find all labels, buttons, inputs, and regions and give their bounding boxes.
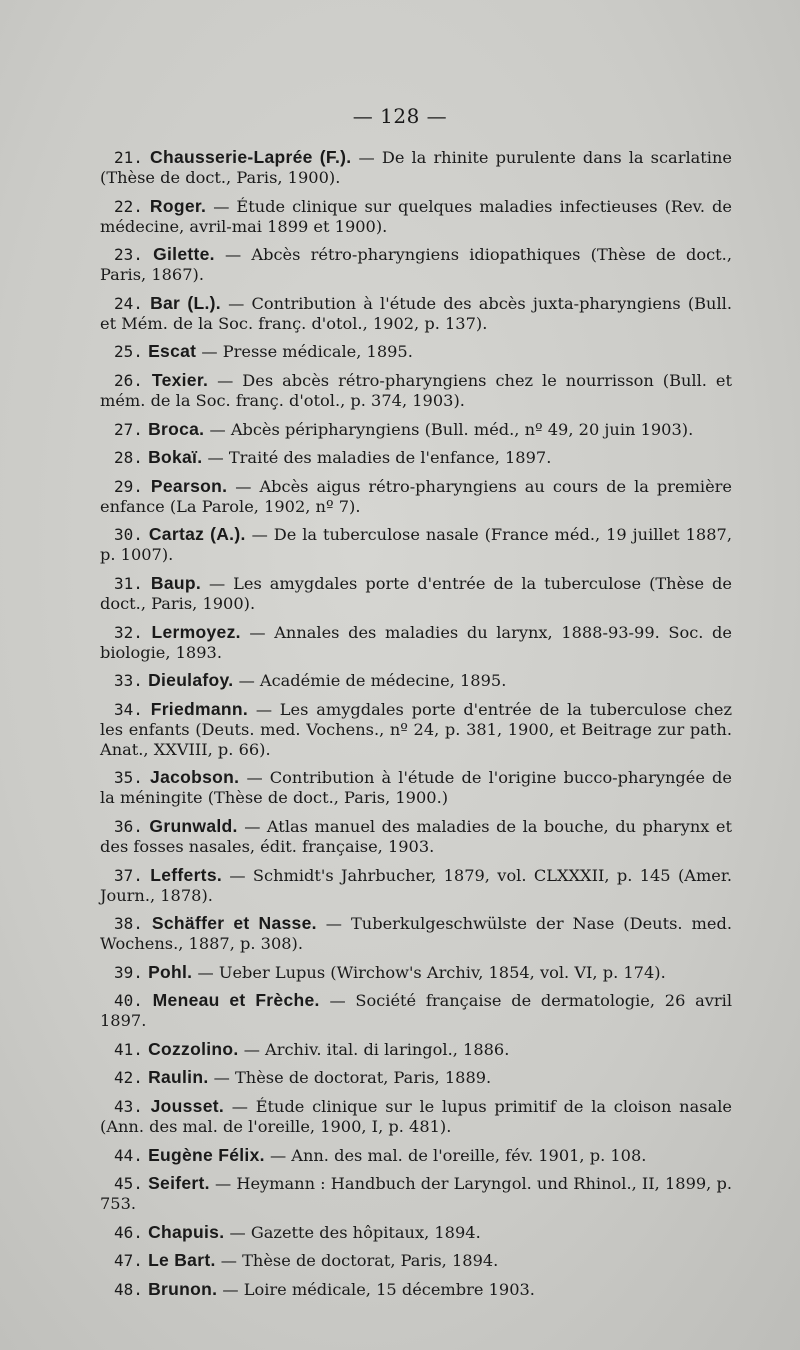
bibliography-entry bbox=[100, 573, 732, 614]
entry-text: — Schmidt's Jahrbucher, 1879, vol. CLXXXII, p. 145 (Amer. Journ., 1878). bbox=[100, 865, 732, 905]
bibliography-entry bbox=[100, 1279, 732, 1300]
entry-text: — Ann. des mal. de l'oreille, fév. 1901, p. 108. bbox=[269, 1145, 647, 1165]
bibliography-entry bbox=[100, 1222, 732, 1243]
entry-number: 41. bbox=[114, 1039, 143, 1059]
entry-number: 35. bbox=[114, 768, 143, 788]
bibliography-entry bbox=[100, 244, 732, 285]
bibliography-entry bbox=[100, 913, 732, 954]
bibliography-entry bbox=[100, 370, 732, 411]
entry-number: 34. bbox=[114, 699, 143, 719]
bibliography-entry bbox=[100, 1145, 732, 1166]
entry-author: Seifert. bbox=[148, 1173, 210, 1194]
entry-text: — Abcès aigus rétro-pharyngiens au cours de la première enfance (La Parole, 1902, nº 7). bbox=[100, 476, 733, 516]
entry-author: Lefferts. bbox=[150, 864, 223, 885]
entry-number: 44. bbox=[114, 1145, 143, 1165]
entry-text: — Étude clinique sur le lupus primitif de la cloison nasale (Ann. des mal. de l'oreille, 1900, I, p. 481). bbox=[100, 1097, 732, 1137]
bibliography-entry bbox=[100, 1096, 732, 1137]
entry-number: 29. bbox=[114, 476, 143, 496]
entry-number: 21. bbox=[114, 148, 143, 167]
bibliography-entry bbox=[100, 622, 732, 663]
entry-author: Cartaz (A.). bbox=[148, 524, 246, 545]
entry-author: Schäffer et Nasse. bbox=[151, 913, 317, 934]
entry-text: — Heymann : Handbuch der Laryngol. und Rhinol., II, 1899, p. 753. bbox=[100, 1174, 732, 1214]
entry-author: Baup. bbox=[150, 572, 202, 593]
entry-number: 32. bbox=[114, 622, 143, 642]
entry-text: — Traité des maladies de l'enfance, 1897. bbox=[207, 448, 552, 468]
bibliography-entry bbox=[100, 1173, 732, 1214]
entry-author: Gilette. bbox=[153, 244, 215, 265]
bibliography-entry bbox=[100, 341, 732, 362]
entry-number: 43. bbox=[114, 1097, 143, 1117]
bibliography-entry bbox=[100, 767, 732, 808]
entry-author: Eugène Félix. bbox=[148, 1144, 265, 1165]
entry-number: 30. bbox=[114, 525, 143, 545]
entry-author: Le Bart. bbox=[148, 1250, 216, 1271]
entry-author: Lermoyez. bbox=[151, 621, 241, 642]
entry-number: 40. bbox=[114, 991, 143, 1011]
entry-text: — Thèse de doctorat, Paris, 1889. bbox=[213, 1068, 492, 1088]
entry-author: Bar (L.). bbox=[150, 292, 221, 313]
entry-author: Jacobson. bbox=[150, 767, 240, 788]
entry-author: Chausserie-Laprée (F.). bbox=[150, 147, 352, 167]
entry-text: — Contribution à l'étude des abcès juxta-pharyngiens (Bull. et Mém. de la Soc. franç. d'otol., 1902, p. 137). bbox=[100, 293, 732, 333]
entry-text: — Gazette des hôpitaux, 1894. bbox=[229, 1222, 481, 1242]
entry-text: — Académie de médecine, 1895. bbox=[238, 671, 507, 691]
entry-author: Pearson. bbox=[150, 475, 228, 496]
entry-author: Friedmann. bbox=[150, 698, 249, 719]
entry-text: — Des abcès rétro-pharyngiens chez le nourrisson (Bull. et mém. de la Soc. franç. d'otol., p. 374, 1903). bbox=[100, 370, 732, 410]
entry-author: Escat bbox=[148, 341, 197, 362]
entry-text: — De la rhinite purulente dans la scarlatine (Thèse de doct., Paris, 1900). bbox=[100, 148, 732, 187]
entry-number: 38. bbox=[114, 914, 143, 934]
entry-author: Chapuis. bbox=[148, 1221, 225, 1242]
entry-text: — Atlas manuel des maladies de la bouche, du pharynx et des fosses nasales, édit. française, 1903. bbox=[100, 816, 732, 856]
bibliography-entry bbox=[100, 524, 732, 565]
entry-number: 33. bbox=[114, 671, 143, 691]
bibliography-entry bbox=[100, 816, 732, 857]
entry-number: 48. bbox=[114, 1280, 143, 1300]
entry-text: — Société française de dermatologie, 26 avril 1897. bbox=[100, 991, 733, 1031]
entry-text: — Étude clinique sur quelques maladies infectieuses (Rev. de médecine, avril-mai 1899 et 1900). bbox=[100, 196, 732, 236]
entry-number: 24. bbox=[114, 293, 143, 313]
page-number: — 128 — bbox=[352, 104, 448, 128]
bibliography-entry bbox=[100, 990, 732, 1031]
entry-author: Broca. bbox=[148, 418, 205, 439]
entry-text: — Abcès rétro-pharyngiens idiopathiques (Thèse de doct., Paris, 1867). bbox=[100, 245, 732, 285]
entry-author: Dieulafoy. bbox=[148, 670, 234, 691]
bibliography-entry bbox=[100, 476, 732, 517]
entry-author: Pohl. bbox=[148, 961, 193, 982]
bibliography-entry bbox=[100, 196, 732, 237]
entry-number: 45. bbox=[114, 1174, 143, 1194]
bibliography-entry bbox=[100, 670, 732, 691]
entry-number: 31. bbox=[114, 573, 143, 593]
entry-author: Meneau et Frèche. bbox=[152, 990, 320, 1011]
entry-author: Jousset. bbox=[150, 1096, 225, 1117]
entry-text: — De la tuberculose nasale (France méd., 19 juillet 1887, p. 1007). bbox=[100, 525, 732, 565]
entry-number: 27. bbox=[114, 419, 143, 439]
bibliography-entry bbox=[100, 1067, 732, 1088]
entry-number: 23. bbox=[114, 245, 143, 265]
entry-author: Roger. bbox=[149, 195, 207, 216]
bibliography-entry bbox=[100, 1250, 732, 1271]
entry-text: — Thèse de doctorat, Paris, 1894. bbox=[220, 1251, 499, 1271]
entry-text: — Les amygdales porte d'entrée de la tuberculose chez les enfants (Deuts. med. Vochens., nº 24, p. 381, 1900, et Beitrage zur path. Anat., XXVIII, p. 66). bbox=[100, 699, 732, 759]
entry-author: Bokaï. bbox=[148, 447, 203, 468]
entry-text: — Annales des maladies du larynx, 1888-93-99. Soc. de biologie, 1893. bbox=[100, 622, 732, 662]
entry-author: Brunon. bbox=[148, 1279, 218, 1300]
entry-author: Raulin. bbox=[148, 1067, 209, 1088]
entry-number: 25. bbox=[114, 342, 143, 362]
bibliography-entry bbox=[100, 447, 732, 468]
entry-number: 37. bbox=[114, 865, 143, 885]
entry-author: Cozzolino. bbox=[148, 1038, 239, 1059]
bibliography-entry bbox=[100, 1039, 732, 1060]
bibliography-entry bbox=[100, 419, 732, 440]
entry-number: 39. bbox=[114, 962, 143, 982]
entry-text: — Contribution à l'étude de l'origine bucco-pharyngée de la méningite (Thèse de doct., Paris, 1900.) bbox=[100, 768, 732, 808]
entry-number: 28. bbox=[114, 448, 143, 468]
entry-text: — Les amygdales porte d'entrée de la tuberculose (Thèse de doct., Paris, 1900). bbox=[100, 573, 732, 613]
bibliography-list bbox=[100, 147, 732, 1308]
entry-text: — Abcès péripharyngiens (Bull. méd., nº 49, 20 juin 1903). bbox=[209, 419, 694, 439]
entry-number: 36. bbox=[114, 816, 143, 836]
bibliography-entry bbox=[100, 293, 732, 334]
entry-text: — Loire médicale, 15 décembre 1903. bbox=[222, 1280, 535, 1300]
entry-author: Texier. bbox=[151, 369, 209, 390]
bibliography-entry bbox=[100, 962, 732, 983]
entry-text: — Tuberkulgeschwülste der Nase (Deuts. med. Wochens., 1887, p. 308). bbox=[100, 914, 732, 954]
bibliography-entry bbox=[100, 865, 732, 906]
entry-text: — Ueber Lupus (Wirchow's Archiv, 1854, vol. VI, p. 174). bbox=[197, 962, 666, 982]
entry-author: Grunwald. bbox=[149, 815, 238, 836]
entry-number: 26. bbox=[114, 370, 143, 390]
bibliography-entry bbox=[100, 147, 732, 188]
entry-number: 46. bbox=[114, 1222, 143, 1242]
entry-number: 22. bbox=[114, 196, 143, 216]
bibliography-entry bbox=[100, 699, 732, 760]
entry-text: — Presse médicale, 1895. bbox=[201, 342, 413, 362]
entry-number: 47. bbox=[114, 1251, 143, 1271]
entry-number: 42. bbox=[114, 1068, 143, 1088]
entry-text: — Archiv. ital. di laringol., 1886. bbox=[243, 1039, 510, 1059]
